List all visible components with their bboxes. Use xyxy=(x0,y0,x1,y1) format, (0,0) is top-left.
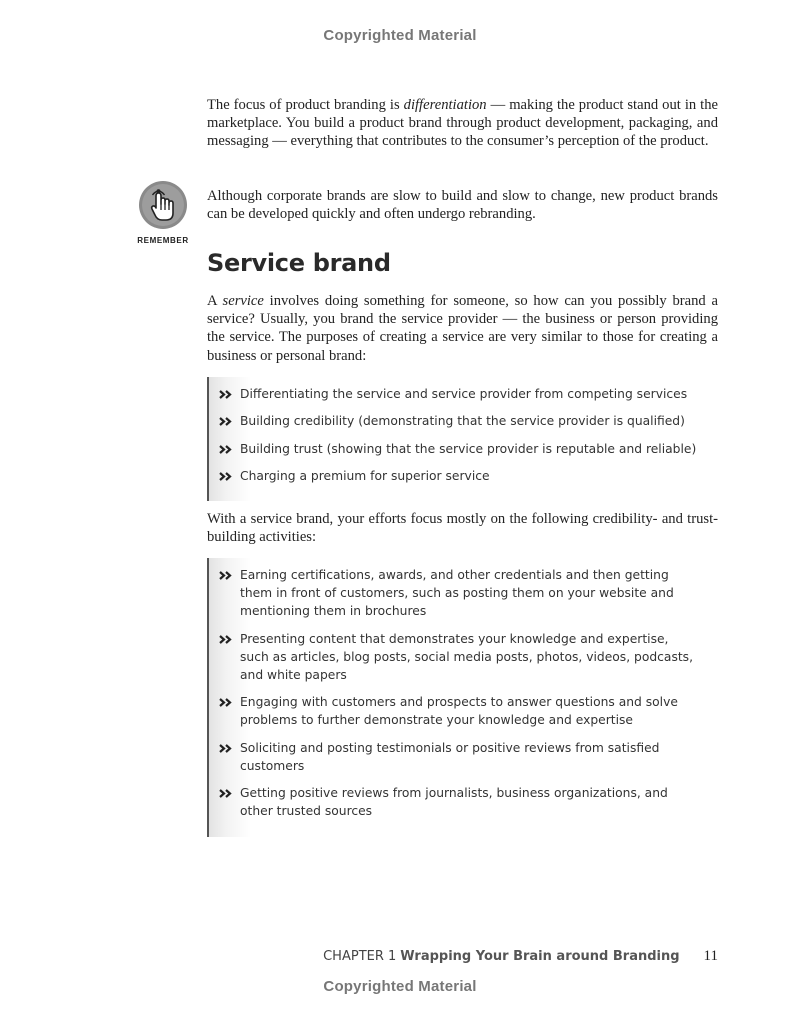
chapter-number: CHAPTER 1 xyxy=(323,949,397,964)
chapter-title: Wrapping Your Brain around Branding xyxy=(400,949,680,964)
list-item xyxy=(209,440,720,458)
list-item xyxy=(209,566,720,621)
bullet-list-activities xyxy=(207,558,720,837)
list-item-text: Earning certifications, awards, and other credentials and then getting them in front of customers, such as posting them on your website and mentioning them in brochures xyxy=(240,568,674,619)
list-item-text: Building trust (showing that the service provider is reputable and reliable) xyxy=(240,441,697,456)
list-item-text: Charging a premium for superior service xyxy=(240,469,490,484)
list-item xyxy=(209,693,720,729)
list-item-text: Presenting content that demonstrates your knowledge and expertise, such as articles, blog posts, social media posts, photos, videos, podcasts, and white papers xyxy=(240,631,693,683)
paragraph-product-branding xyxy=(207,96,718,151)
page-footer xyxy=(323,948,718,965)
text-run: involves doing something for someone, so how can you possibly brand a service? Usually, you brand the service provider — the business or person providing the service. The purposes of creating a service are very similar to those for creating a business or personal brand: xyxy=(207,293,718,364)
list-item-text: Soliciting and posting testimonials or positive reviews from satisfied customers xyxy=(240,740,660,773)
list-item-text: Engaging with customers and prospects to answer questions and solve problems to further demonstrate your knowledge and expertise xyxy=(240,695,678,728)
double-chevron-icon xyxy=(219,789,232,798)
double-chevron-icon xyxy=(219,744,232,753)
double-chevron-icon xyxy=(219,390,232,399)
text-run: The focus of product branding is xyxy=(207,97,404,113)
remember-note: Although corporate brands are slow to build and slow to change, new product brands can be developed quickly and often undergo rebranding. xyxy=(207,188,718,223)
list-item-text: Differentiating the service and service provider from competing services xyxy=(240,387,688,401)
list-item xyxy=(209,467,720,485)
page-number: 11 xyxy=(703,948,718,964)
paragraph-activities-intro: With a service brand, your efforts focus mostly on the following credibility- and trust-building activities: xyxy=(207,511,718,546)
list-item xyxy=(209,630,720,685)
paragraph-service xyxy=(207,292,718,365)
remember-hand-icon xyxy=(138,180,188,230)
list-item xyxy=(209,385,720,403)
watermark-bottom: Copyrighted Material xyxy=(323,978,477,995)
watermark-top: Copyrighted Material xyxy=(323,27,477,44)
list-item xyxy=(209,784,720,820)
bullet-list-purposes xyxy=(207,377,720,501)
double-chevron-icon xyxy=(219,472,232,481)
list-item xyxy=(209,739,720,775)
double-chevron-icon xyxy=(219,445,232,454)
text-run: A xyxy=(207,293,223,309)
double-chevron-icon xyxy=(219,698,232,707)
double-chevron-icon xyxy=(219,571,232,580)
text-run: — making the product stand out in the marketplace. You build a product brand through product development, packaging, and messaging — everything that contributes to the consumer’s perception of the product. xyxy=(207,97,718,150)
list-item-text: Getting positive reviews from journalists, business organizations, and other trusted sources xyxy=(240,786,668,819)
emphasis-differentiation: differentiation xyxy=(403,97,487,113)
double-chevron-icon xyxy=(219,417,232,426)
remember-label: REMEMBER xyxy=(137,236,189,245)
emphasis-service: service xyxy=(222,293,264,309)
double-chevron-icon xyxy=(219,635,232,644)
list-item xyxy=(209,412,720,430)
section-heading: Service brand xyxy=(207,249,391,277)
list-item-text: Building credibility (demonstrating that the service provider is qualified) xyxy=(240,414,685,429)
